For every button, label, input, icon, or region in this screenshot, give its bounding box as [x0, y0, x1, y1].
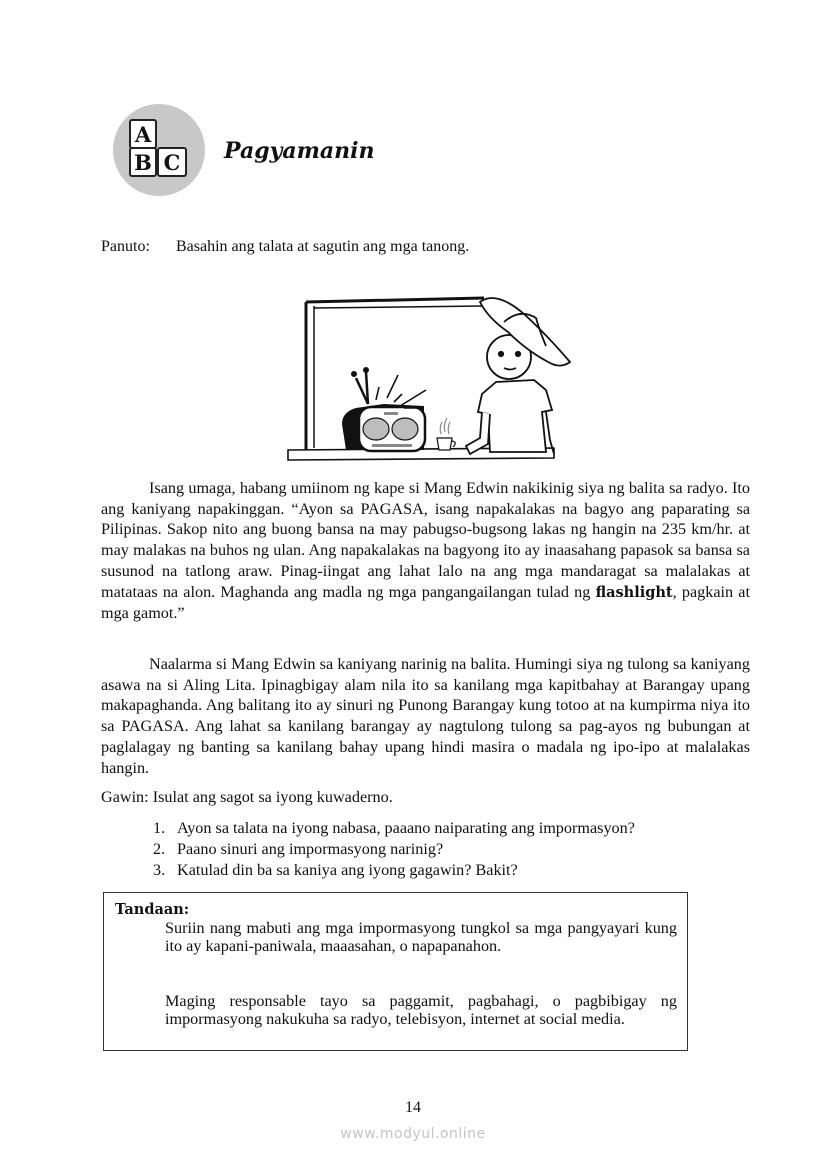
- section-title: Pagyamanin: [224, 138, 375, 164]
- tandaan-title: Tandaan:: [115, 901, 190, 918]
- instructions: [101, 238, 469, 256]
- paragraph-1-text: Isang umaga, habang umiinom ng kape si Mang Edwin nakikinig siya ng balita sa radyo. Ito ang kaniyang napakinggan. “Ayon sa PAGASA, isang napakalakas na bagyo ang paparating sa Pilipinas. Sakop nito ang buong bansa na may pabugso-bugsong lakas ng hangin na 235 km/hr. at may malakas na buhos ng ulan. Ang napakalakas na bagyong ito ay inaasahang papasok sa bansa sa susunod na tatlong araw. Pinag-iingat ang lahat lalo na ang mga mandaragat sa malalakas at matataas na alon. Maghanda ang madla ng mga pangangailangan tulad ng: [101, 479, 750, 601]
- paragraph-1-text-end: , pagkain at mga gamot.”: [101, 582, 750, 623]
- man-listening-to-radio-illustration: [284, 262, 574, 467]
- question-list: [153, 818, 635, 880]
- tandaan-paragraph: Maging responsable tayo sa paggamit, pagbahagi, o pagbibigay ng impormasyong nakukuha sa radyo, telebisyon, internet at social media.: [165, 992, 677, 1028]
- question-number: 1.: [153, 819, 166, 837]
- bold-keyword: flashlight: [595, 583, 673, 601]
- paragraph-2-text: Naalarma si Mang Edwin sa kaniyang narinig na balita. Humingi siya ng tulong sa kaniyang asawa na si Aling Lita. Ipinagbigay alam nila ito sa kanilang mga kapitbahay at Barangay upang makapaghanda. Ang balitang ito ay sinuri ng Punong Barangay kung totoo at na kumpirma niya ito sa PAGASA. Ang lahat sa kanilang barangay ay nagtulong tulong sa pag-ayos ng bubungan at paglalagay ng banting sa kanilang bahay upang hindi masira o madala ng ipo-ipo at malalakas hangin.: [101, 655, 750, 777]
- instructions-text: Basahin ang talata at sagutin ang mga tanong.: [176, 238, 470, 255]
- passage-paragraph-1: [101, 478, 750, 624]
- tandaan-paragraph: Suriin nang mabuti ang mga impormasyong tungkol sa mga pangyayari kung ito ay kapani-paniwala, maaasahan, o napapanahon.: [165, 919, 677, 955]
- question-text: Katulad din ba sa kaniya ang iyong gagawin? Bakit?: [177, 860, 518, 879]
- page-number: 14: [405, 1099, 421, 1116]
- block-letter-c: C: [163, 150, 181, 175]
- question-item: [153, 839, 635, 860]
- task-instruction: Gawin: Isulat ang sagot sa iyong kuwaderno.: [101, 788, 393, 806]
- man-figure: [466, 298, 570, 454]
- question-item: [153, 818, 635, 839]
- block-letter-a: A: [134, 122, 152, 147]
- instructions-label: Panuto:: [101, 238, 150, 255]
- question-text: Paano sinuri ang impormasyong narinig?: [177, 839, 444, 858]
- question-text: Ayon sa talata na iyong nabasa, paaano naiparating ang impormasyon?: [177, 819, 635, 837]
- coffee-cup-icon: [437, 418, 455, 450]
- block-letter-b: B: [134, 150, 152, 175]
- question-number: 2.: [153, 839, 166, 858]
- tandaan-box: [103, 892, 688, 1051]
- question-item: [153, 860, 635, 881]
- radio-icon: [342, 367, 426, 451]
- question-number: 3.: [153, 860, 166, 879]
- watermark: www.modyul.online: [340, 1126, 486, 1142]
- passage-paragraph-2: [101, 654, 750, 778]
- abc-blocks-icon: [113, 104, 205, 196]
